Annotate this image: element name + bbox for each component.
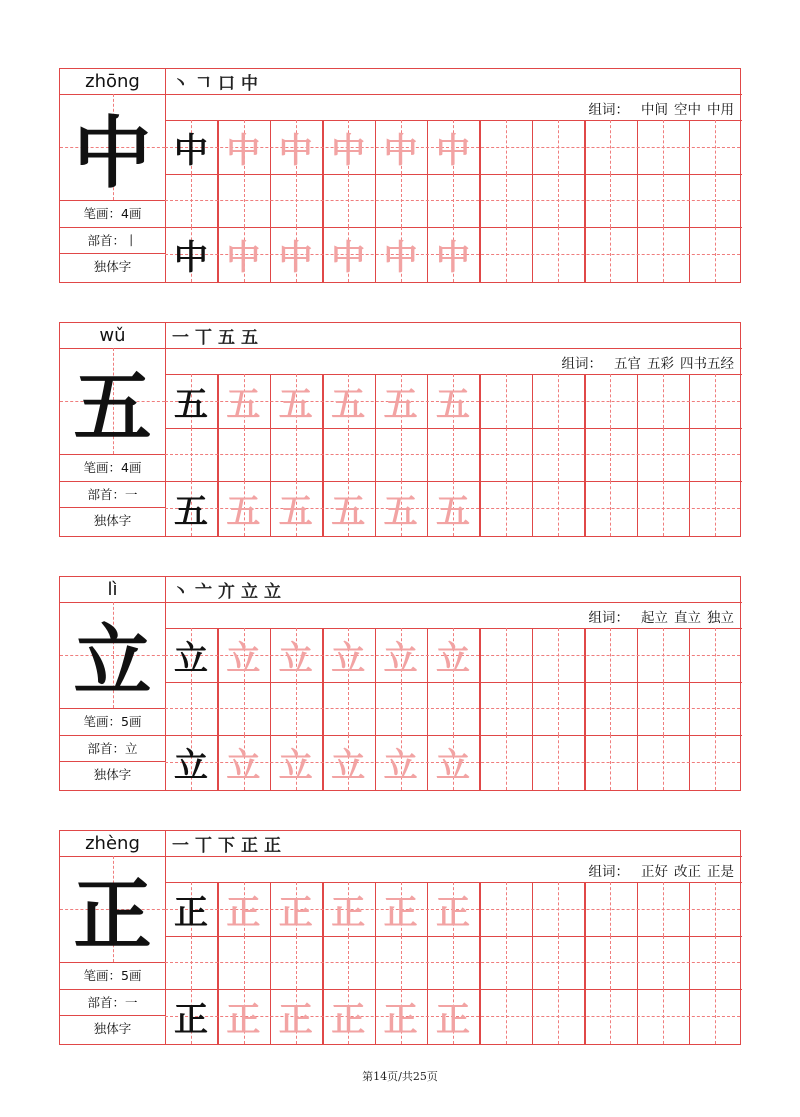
stroke-step: 立 — [241, 582, 258, 602]
stroke-step: 正 — [241, 836, 258, 856]
trace-character[interactable]: 正 — [226, 999, 261, 1040]
trace-character[interactable]: 立 — [383, 638, 418, 679]
structure-label: 独体字 — [93, 1021, 132, 1036]
trace-character[interactable]: 正 — [383, 999, 418, 1040]
trace-character[interactable]: 中 — [331, 130, 366, 171]
word: 正好 — [641, 863, 668, 880]
stroke-step: 丶 — [172, 582, 189, 602]
model-character[interactable]: 立 — [174, 745, 208, 786]
trace-character[interactable]: 立 — [226, 638, 261, 679]
trace-character[interactable]: 中 — [331, 237, 366, 278]
stroke-count: 笔画：5画 — [83, 714, 142, 729]
trace-character[interactable]: 立 — [436, 745, 470, 786]
trace-character[interactable]: 五 — [278, 384, 313, 425]
trace-character[interactable]: 中 — [383, 130, 418, 171]
word: 四书五经 — [680, 355, 734, 372]
stroke-step: 一 — [172, 836, 189, 856]
structure-label: 独体字 — [93, 767, 132, 782]
word-list — [589, 857, 735, 882]
stroke-count: 笔画：4画 — [83, 206, 142, 221]
model-character[interactable]: 五 — [174, 384, 208, 425]
trace-character[interactable]: 五 — [226, 491, 261, 532]
guide-line — [165, 962, 740, 963]
trace-character[interactable]: 中 — [226, 130, 261, 171]
words-label: 组词： — [588, 609, 629, 626]
trace-character[interactable]: 五 — [226, 384, 261, 425]
word: 中用 — [707, 101, 734, 118]
model-character[interactable]: 正 — [174, 999, 208, 1040]
word: 改正 — [674, 863, 701, 880]
words-label: 组词： — [561, 355, 602, 372]
trace-character[interactable]: 正 — [331, 892, 366, 933]
character-block — [59, 576, 741, 791]
radical: 部首：一 — [87, 995, 138, 1010]
model-character[interactable]: 立 — [174, 638, 208, 679]
guide-line — [165, 200, 740, 201]
trace-character[interactable]: 正 — [331, 999, 366, 1040]
trace-character[interactable]: 中 — [383, 237, 418, 278]
main-character: 立 — [73, 616, 152, 707]
trace-character[interactable]: 正 — [226, 892, 261, 933]
word-list — [562, 349, 735, 374]
trace-character[interactable]: 立 — [383, 745, 418, 786]
guide-line — [165, 454, 740, 455]
pinyin-label: zhèng — [85, 833, 140, 854]
word: 正是 — [707, 863, 734, 880]
model-character[interactable]: 五 — [174, 491, 208, 532]
trace-character[interactable]: 五 — [278, 491, 313, 532]
trace-character[interactable]: 五 — [383, 491, 418, 532]
trace-character[interactable]: 五 — [383, 384, 418, 425]
stroke-order — [172, 69, 258, 94]
stroke-step: 丅 — [195, 328, 212, 348]
pinyin-label: lì — [107, 579, 118, 600]
character-block — [59, 830, 741, 1045]
trace-character[interactable]: 立 — [278, 745, 313, 786]
trace-character[interactable]: 立 — [278, 638, 313, 679]
guide-line — [165, 708, 740, 709]
character-block — [59, 68, 741, 283]
model-character[interactable]: 中 — [174, 237, 208, 278]
words-label: 组词： — [588, 863, 629, 880]
radical: 部首：一 — [87, 487, 138, 502]
word: 起立 — [641, 609, 668, 626]
stroke-count: 笔画：5画 — [83, 968, 142, 983]
main-character: 中 — [73, 108, 152, 199]
character-block — [59, 322, 741, 537]
word: 五彩 — [647, 355, 674, 372]
trace-character[interactable]: 五 — [331, 384, 366, 425]
word: 直立 — [674, 609, 701, 626]
structure-label: 独体字 — [93, 513, 132, 528]
trace-character[interactable]: 中 — [226, 237, 261, 278]
trace-character[interactable]: 中 — [278, 237, 313, 278]
word: 空中 — [674, 101, 701, 118]
trace-character[interactable]: 中 — [436, 237, 470, 278]
trace-character[interactable]: 正 — [278, 999, 313, 1040]
stroke-order — [172, 323, 258, 348]
stroke-step: 中 — [241, 74, 258, 94]
trace-character[interactable]: 正 — [436, 892, 470, 933]
stroke-order — [172, 831, 281, 856]
stroke-step: 亠 — [195, 582, 212, 602]
trace-character[interactable]: 正 — [436, 999, 470, 1040]
pinyin-label: zhōng — [85, 71, 140, 92]
stroke-step: 亣 — [218, 582, 235, 602]
trace-character[interactable]: 正 — [278, 892, 313, 933]
stroke-step: 𠃍 — [195, 74, 212, 94]
trace-character[interactable]: 正 — [383, 892, 418, 933]
model-character[interactable]: 中 — [174, 130, 208, 171]
radical: 部首：丨 — [87, 233, 138, 248]
stroke-step: 正 — [264, 836, 281, 856]
trace-character[interactable]: 五 — [331, 491, 366, 532]
trace-character[interactable]: 五 — [436, 491, 470, 532]
stroke-step: 口 — [218, 74, 235, 94]
main-character: 五 — [73, 362, 152, 453]
word: 独立 — [707, 609, 734, 626]
word: 中间 — [641, 101, 668, 118]
trace-character[interactable]: 立 — [331, 745, 366, 786]
trace-character[interactable]: 中 — [436, 130, 470, 171]
main-character: 正 — [73, 870, 152, 961]
structure-label: 独体字 — [93, 259, 132, 274]
word-list — [589, 95, 735, 120]
stroke-step: 一 — [172, 328, 189, 348]
stroke-step: 丶 — [172, 74, 189, 94]
trace-character[interactable]: 立 — [331, 638, 366, 679]
pinyin-label: wǔ — [99, 325, 126, 346]
trace-character[interactable]: 立 — [226, 745, 261, 786]
trace-character[interactable]: 五 — [436, 384, 470, 425]
stroke-count: 笔画：4画 — [83, 460, 142, 475]
word: 五官 — [614, 355, 641, 372]
trace-character[interactable]: 立 — [436, 638, 470, 679]
stroke-step: 五 — [218, 328, 235, 348]
word-list — [589, 603, 735, 628]
stroke-step: 丅 — [195, 836, 212, 856]
trace-character[interactable]: 中 — [278, 130, 313, 171]
stroke-step: 立 — [264, 582, 281, 602]
page-number: 第14页/共25页 — [362, 1070, 438, 1083]
radical: 部首：立 — [87, 741, 138, 756]
stroke-order — [172, 577, 281, 602]
stroke-step: 下 — [218, 836, 235, 856]
stroke-step: 五 — [241, 328, 258, 348]
model-character[interactable]: 正 — [174, 892, 208, 933]
words-label: 组词： — [588, 101, 629, 118]
